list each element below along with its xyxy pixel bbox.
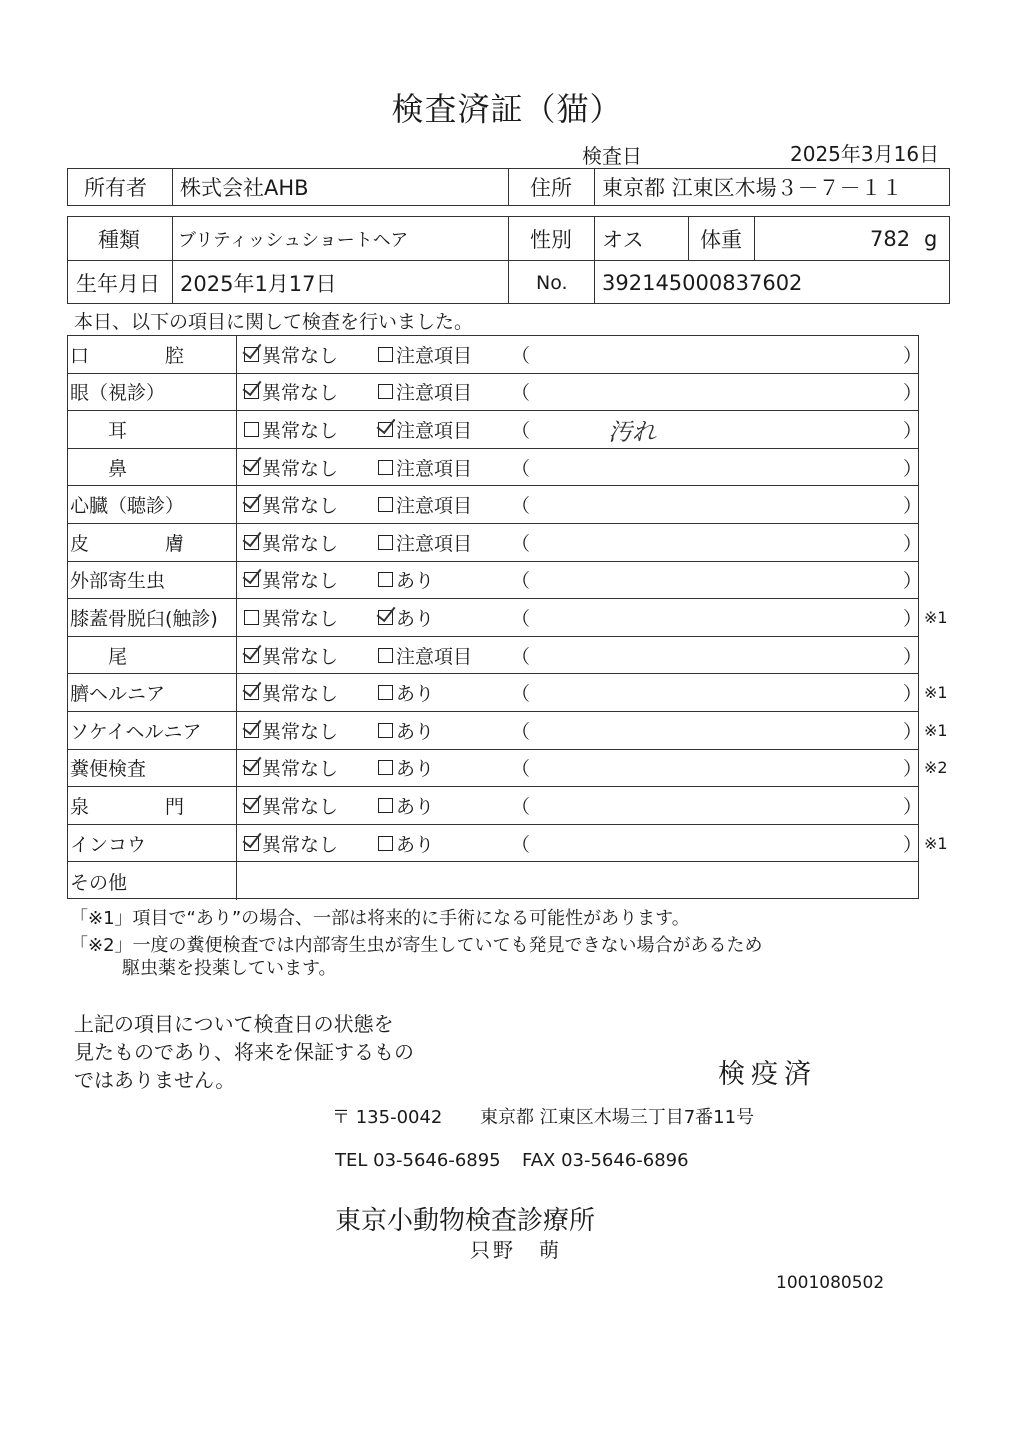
checklist-item-label: ソケイヘルニア <box>70 720 202 743</box>
option-attention <box>378 599 434 636</box>
remarks-open-paren: （ <box>511 532 531 555</box>
option-no-abnormality <box>244 637 338 674</box>
inspection-date-value: 2025年3月16日 <box>790 142 940 166</box>
option-attention <box>378 825 434 862</box>
clinic-fax: FAX 03-5646-6896 <box>522 1150 689 1171</box>
remarks-open-paren: （ <box>511 419 531 442</box>
option-no-abnormality <box>244 825 338 862</box>
clinic-address: 東京都 江東区木場三丁目7番11号 <box>480 1107 755 1128</box>
remarks-open-paren: （ <box>511 758 531 781</box>
remarks-close-paren: ） <box>903 720 923 743</box>
checked-checkbox-icon <box>244 836 259 851</box>
remarks-open-paren: （ <box>511 645 531 668</box>
checkbox-icon <box>244 610 259 625</box>
checklist-row <box>68 449 923 487</box>
option-label: あり <box>396 683 435 706</box>
option-no-abnormality <box>244 374 338 411</box>
option-attention <box>378 787 434 824</box>
option-no-abnormality <box>244 449 338 486</box>
remarks-close-paren: ） <box>903 607 923 630</box>
checkbox-icon <box>378 384 393 399</box>
remarks-close-paren: ） <box>903 344 923 367</box>
checklist-item-label: 心臓（聴診） <box>70 495 185 518</box>
checked-checkbox-icon <box>378 610 393 625</box>
option-label: 異常なし <box>262 495 339 518</box>
birthdate-label: 生年月日 <box>76 271 160 296</box>
remarks-close-paren: ） <box>903 570 923 593</box>
breed-value: ブリティッシュショートヘア <box>178 229 409 251</box>
remarks-close-paren: ） <box>903 457 923 480</box>
option-attention <box>378 524 472 561</box>
option-attention <box>378 674 434 711</box>
checklist-row <box>68 637 923 675</box>
owner-label: 所有者 <box>84 176 147 200</box>
option-label: 異常なし <box>262 570 339 593</box>
breed-label: 種類 <box>98 227 140 252</box>
document-title: 検査済証（猫） <box>391 90 623 128</box>
checklist-row <box>68 336 923 374</box>
checked-checkbox-icon <box>244 760 259 775</box>
option-label: 異常なし <box>262 532 339 555</box>
intro-text: 本日、以下の項目に関して検査を行いました。 <box>74 311 474 333</box>
checked-checkbox-icon <box>244 723 259 738</box>
checked-checkbox-icon <box>244 384 259 399</box>
checklist-item-label: その他 <box>70 871 128 894</box>
birthdate-row <box>68 261 949 304</box>
option-label: あり <box>396 795 435 818</box>
option-attention <box>378 562 434 599</box>
remarks-open-paren: （ <box>511 833 531 856</box>
footnote-2-line-2: 駆虫薬を投薬しています。 <box>122 958 337 979</box>
option-attention <box>378 336 472 373</box>
checklist-row <box>68 486 923 524</box>
remarks-close-paren: ） <box>903 645 923 668</box>
checklist-item-label: 泉 門 <box>70 795 185 818</box>
checklist-row <box>68 599 948 637</box>
option-no-abnormality <box>244 787 338 824</box>
remarks-close-paren: ） <box>903 833 923 856</box>
footnote-mark: ※2 <box>924 758 948 778</box>
address-label: 住所 <box>530 176 572 200</box>
remarks-close-paren: ） <box>903 382 923 405</box>
address-value: 東京都 江東区木場３－７－１１ <box>602 176 903 200</box>
remarks-open-paren: （ <box>511 720 531 743</box>
option-label: あり <box>396 570 435 593</box>
checkbox-icon <box>378 648 393 663</box>
option-no-abnormality <box>244 712 338 749</box>
checkbox-icon <box>378 460 393 475</box>
footnote-2-line-1: 「※2」一度の糞便検査では内部寄生虫が寄生していても発見できない場合があるため <box>70 935 763 956</box>
remarks-close-paren: ） <box>903 795 923 818</box>
checklist-item-label: 口 腔 <box>70 344 185 367</box>
sex-label: 性別 <box>530 227 572 252</box>
option-label: 注意項目 <box>396 382 473 405</box>
remarks-open-paren: （ <box>511 495 531 518</box>
weight-label: 体重 <box>700 227 742 252</box>
checklist-row <box>68 862 918 900</box>
remarks-open-paren: （ <box>511 344 531 367</box>
checklist-row <box>68 562 923 600</box>
checklist-row <box>68 787 923 825</box>
checklist-row <box>68 825 948 863</box>
clinic-tel: TEL 03-5646-6895 <box>335 1150 501 1171</box>
checked-checkbox-icon <box>244 460 259 475</box>
option-label: あり <box>396 833 435 856</box>
option-label: 異常なし <box>262 758 339 781</box>
option-label: 異常なし <box>262 344 339 367</box>
footnote-1: 「※1」項目で“あり”の場合、一部は将来的に手術になる可能性があります。 <box>70 908 690 929</box>
remarks-open-paren: （ <box>511 570 531 593</box>
weight-unit: g <box>924 226 938 251</box>
option-label: 注意項目 <box>396 457 473 480</box>
checklist-row <box>68 524 923 562</box>
option-label: あり <box>396 720 435 743</box>
remarks-open-paren: （ <box>511 683 531 706</box>
option-label: 異常なし <box>262 683 339 706</box>
option-label: 異常なし <box>262 457 339 480</box>
checklist-item-label: 臍ヘルニア <box>70 683 166 706</box>
option-label: あり <box>396 758 435 781</box>
checkbox-icon <box>378 497 393 512</box>
option-no-abnormality <box>244 486 338 523</box>
checked-checkbox-icon <box>244 535 259 550</box>
remarks-close-paren: ） <box>903 532 923 555</box>
option-label: 異常なし <box>262 645 339 668</box>
checkbox-icon <box>378 760 393 775</box>
option-no-abnormality <box>244 599 338 636</box>
weight-value: 782 <box>870 226 911 251</box>
option-attention <box>378 750 434 787</box>
checklist-item-label: 皮 膚 <box>70 532 185 555</box>
checklist-row <box>68 750 948 788</box>
option-label: 異常なし <box>262 419 339 442</box>
option-no-abnormality <box>244 524 338 561</box>
checklist-item-label: 尾 <box>70 645 128 668</box>
owner-address-table <box>67 168 950 206</box>
breed-row <box>68 217 949 260</box>
remarks-close-paren: ） <box>903 419 923 442</box>
checkbox-icon <box>378 347 393 362</box>
checklist-row <box>68 411 923 449</box>
checklist-item-label: 膝蓋骨脱臼(触診) <box>70 607 218 630</box>
option-attention <box>378 411 472 448</box>
option-no-abnormality <box>244 336 338 373</box>
checked-checkbox-icon <box>244 648 259 663</box>
checklist-item-label: 耳 <box>70 419 128 442</box>
checked-checkbox-icon <box>244 497 259 512</box>
remarks-close-paren: ） <box>903 683 923 706</box>
option-attention <box>378 449 472 486</box>
clinic-name: 東京小動物検査診療所 <box>335 1206 596 1236</box>
checklist-item-label: 外部寄生虫 <box>70 570 166 593</box>
checklist-item-label: 鼻 <box>70 457 128 480</box>
checkbox-icon <box>244 422 259 437</box>
option-label: 注意項目 <box>396 495 473 518</box>
remarks-open-paren: （ <box>511 382 531 405</box>
clinic-postal-code: 〒 135-0042 <box>332 1107 443 1128</box>
owner-value: 株式会社AHB <box>180 176 309 200</box>
clinic-person: 只野 萌 <box>470 1238 562 1262</box>
option-no-abnormality <box>244 674 338 711</box>
checkbox-icon <box>378 836 393 851</box>
remarks-close-paren: ） <box>903 495 923 518</box>
remarks-open-paren: （ <box>511 795 531 818</box>
checked-checkbox-icon <box>378 422 393 437</box>
disclaimer-text: 上記の項目について検査日の状態を 見たものであり、将来を保証するもの ではありません。 <box>74 1012 414 1092</box>
footnote-mark: ※1 <box>924 833 948 853</box>
checked-checkbox-icon <box>244 347 259 362</box>
checkbox-icon <box>378 723 393 738</box>
option-label: 異常なし <box>262 795 339 818</box>
option-label: 異常なし <box>262 607 339 630</box>
pet-info-table <box>67 216 950 304</box>
checked-checkbox-icon <box>244 685 259 700</box>
handwritten-remark: 汚れ <box>608 417 656 446</box>
option-label: 注意項目 <box>396 645 473 668</box>
option-label: 注意項目 <box>396 419 473 442</box>
option-attention <box>378 486 472 523</box>
inspection-checklist <box>67 335 948 899</box>
sex-value: オス <box>602 227 644 252</box>
checked-checkbox-icon <box>244 798 259 813</box>
footnote-mark: ※1 <box>924 720 948 740</box>
checklist-item-label: 眼（視診） <box>70 382 166 405</box>
option-attention <box>378 374 472 411</box>
option-no-abnormality <box>244 750 338 787</box>
option-no-abnormality <box>244 411 338 448</box>
option-label: 異常なし <box>262 833 339 856</box>
number-value: 392145000837602 <box>602 270 803 295</box>
footnote-mark: ※1 <box>924 607 948 627</box>
checklist-row <box>68 674 948 712</box>
footnote-mark: ※1 <box>924 683 948 703</box>
remarks-close-paren: ） <box>903 758 923 781</box>
checkbox-icon <box>378 685 393 700</box>
option-attention <box>378 637 472 674</box>
checklist-item-label: 糞便検査 <box>70 758 147 781</box>
option-no-abnormality <box>244 562 338 599</box>
option-label: 注意項目 <box>396 532 473 555</box>
option-label: 異常なし <box>262 382 339 405</box>
checked-checkbox-icon <box>244 572 259 587</box>
checklist-row <box>68 712 948 750</box>
remarks-open-paren: （ <box>511 457 531 480</box>
option-label: 異常なし <box>262 720 339 743</box>
option-label: あり <box>396 607 435 630</box>
option-label: 注意項目 <box>396 344 473 367</box>
inspection-date-label: 検査日 <box>582 144 642 168</box>
number-label: No. <box>536 271 568 294</box>
document-number: 1001080502 <box>776 1273 885 1293</box>
remarks-open-paren: （ <box>511 607 531 630</box>
checklist-row <box>68 374 923 412</box>
birthdate-value: 2025年1月17日 <box>180 271 337 296</box>
checkbox-icon <box>378 572 393 587</box>
checkbox-icon <box>378 798 393 813</box>
checklist-item-label: インコウ <box>70 833 147 856</box>
quarantine-stamp: 検疫済 <box>718 1059 817 1090</box>
checkbox-icon <box>378 535 393 550</box>
option-attention <box>378 712 434 749</box>
